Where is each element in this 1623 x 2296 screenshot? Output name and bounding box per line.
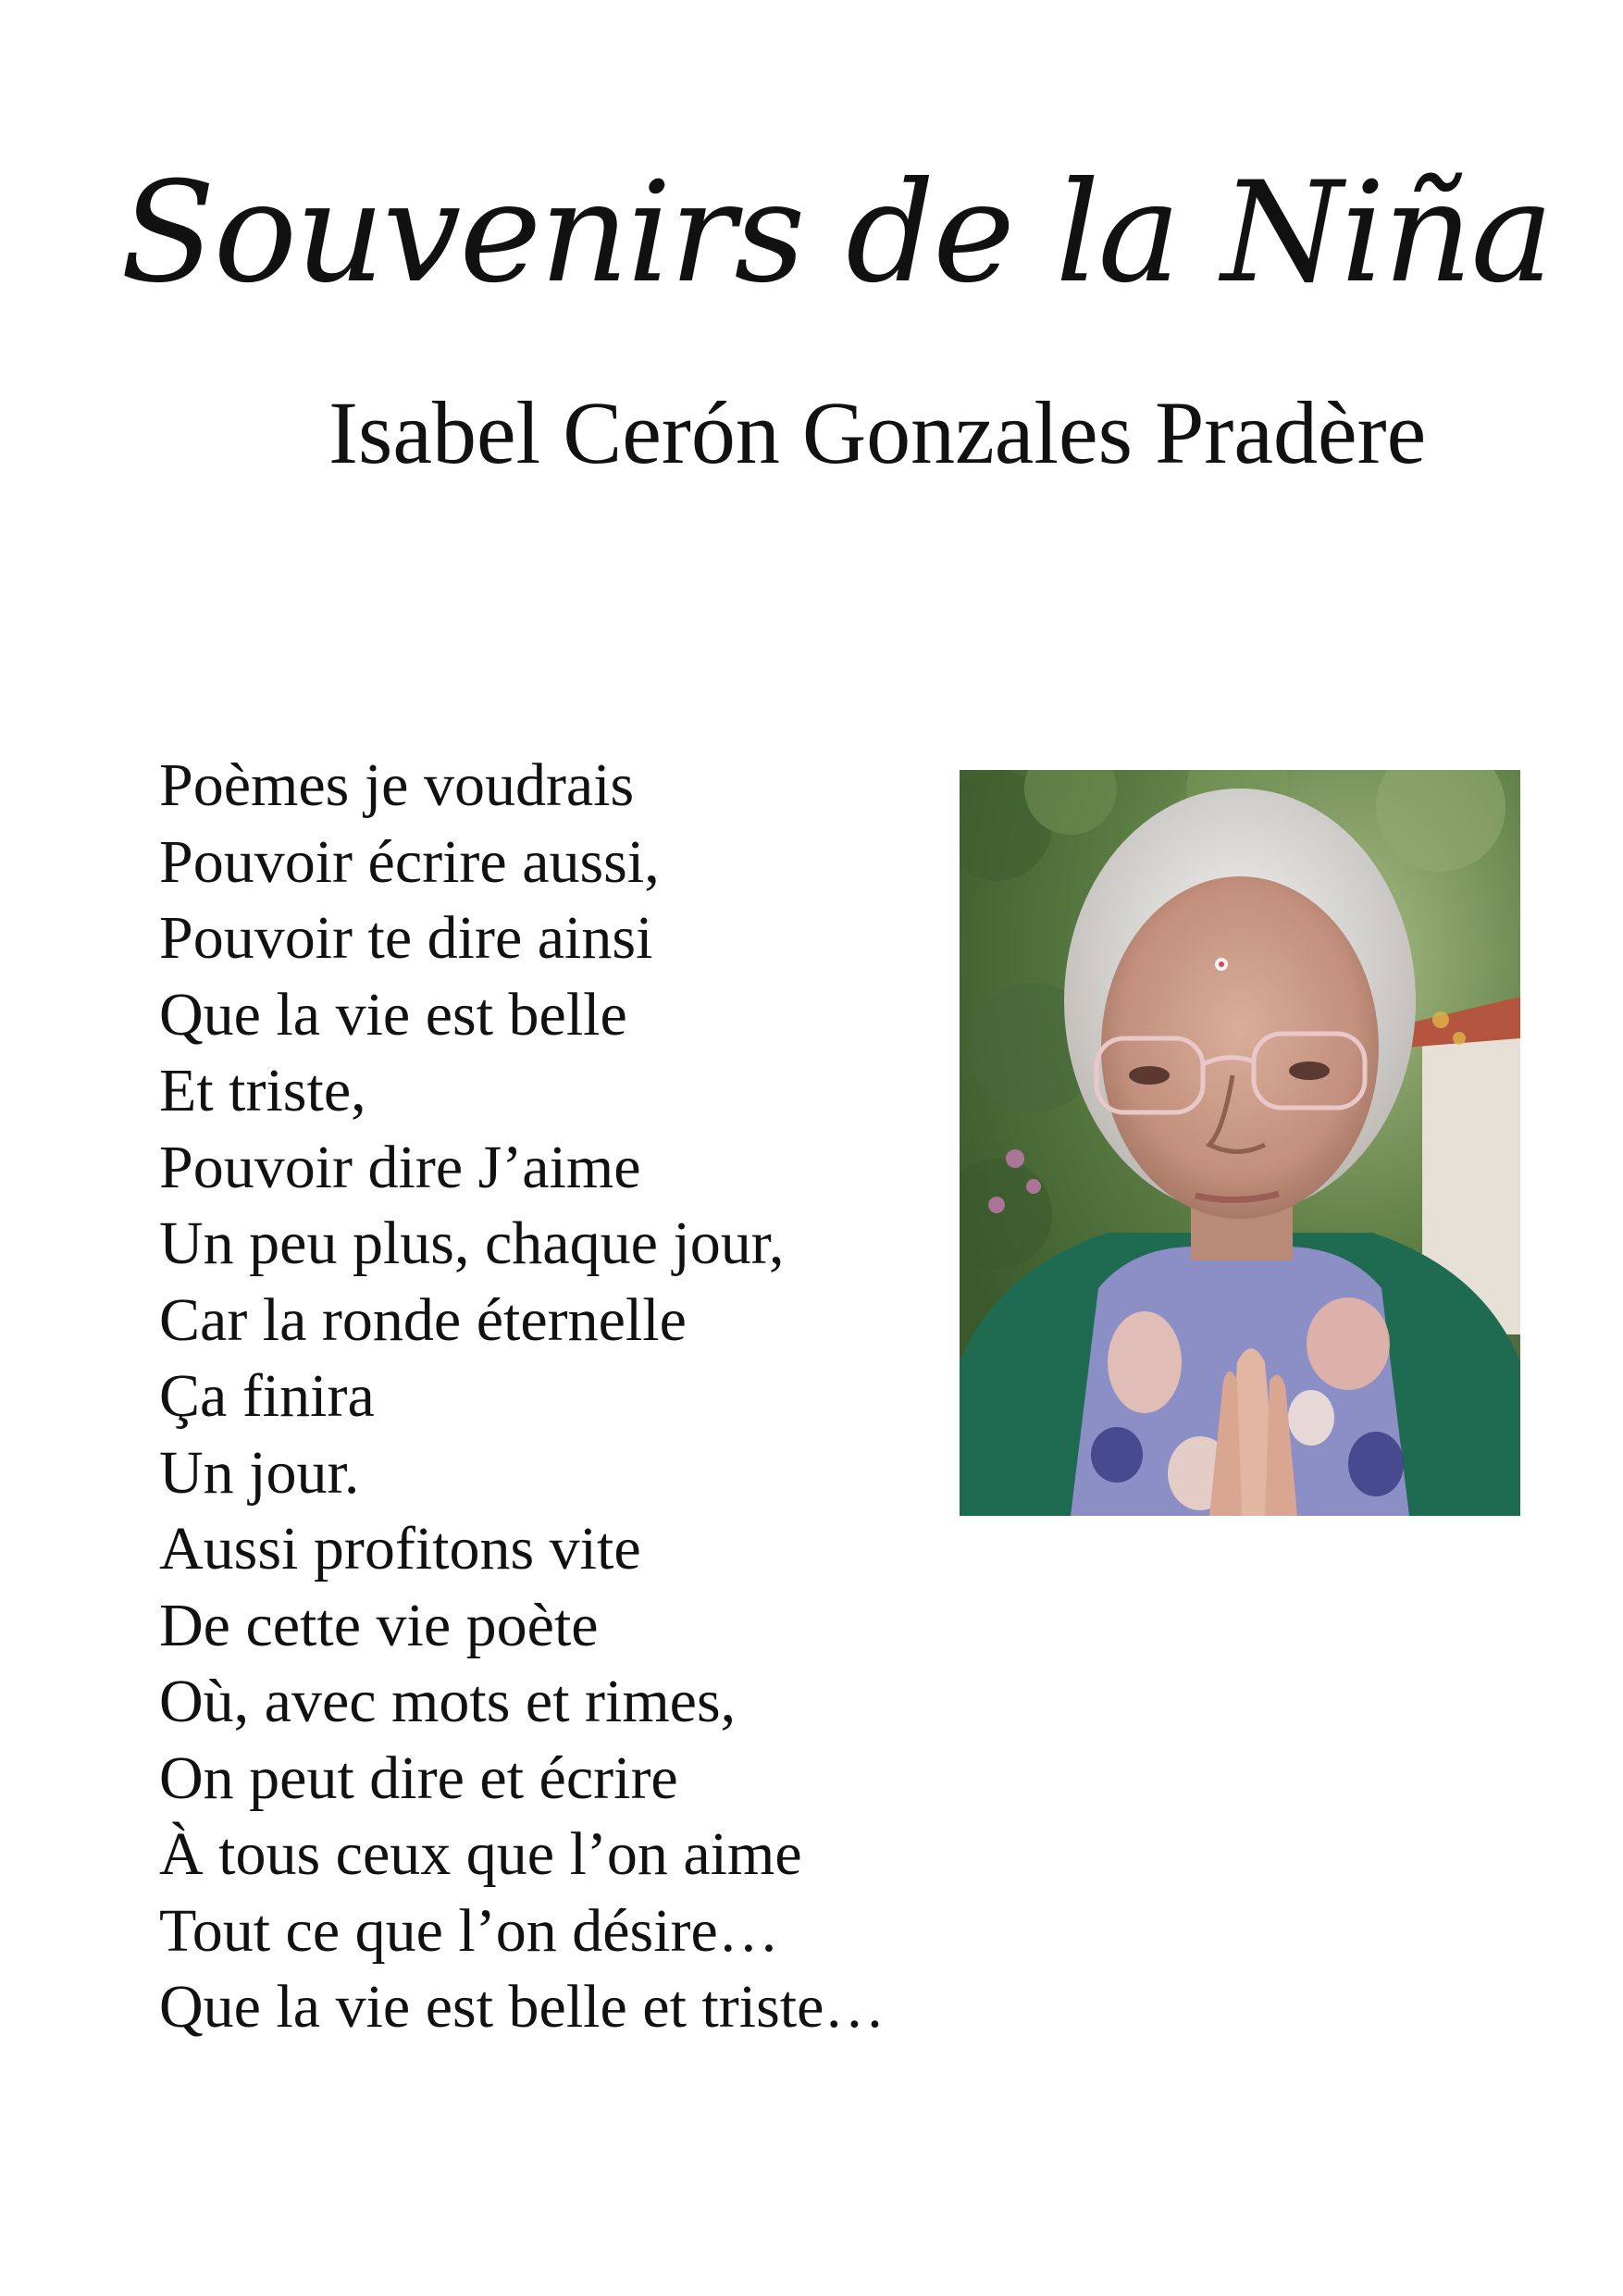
poem-line: On peut dire et écrire bbox=[159, 1744, 678, 1812]
poem-line: Un jour. bbox=[159, 1438, 360, 1507]
poem-line: Tout ce que l’on désire… bbox=[159, 1896, 779, 1965]
portrait-photo-icon bbox=[960, 770, 1520, 1516]
poem-line: Car la ronde éternelle bbox=[159, 1285, 687, 1354]
document-title: Souvenirs de la Niña bbox=[120, 153, 1552, 314]
poem-line: Que la vie est belle bbox=[159, 980, 627, 1049]
poem-line: Aussi profitons vite bbox=[159, 1515, 641, 1582]
author-name: Isabel Cerón Gonzales Pradère bbox=[328, 383, 1427, 482]
poem-line: Et triste, bbox=[159, 1057, 366, 1124]
poem-line: De cette vie poète bbox=[159, 1591, 599, 1659]
poem-line: Un peu plus, chaque jour, bbox=[159, 1210, 785, 1277]
poem-line: Où, avec mots et rimes, bbox=[159, 1668, 737, 1735]
poem-line: Ça finira bbox=[159, 1362, 375, 1430]
poem-line: Que la vie est belle et triste… bbox=[159, 1973, 886, 2041]
portrait-photo bbox=[960, 770, 1520, 1516]
poem bbox=[159, 748, 992, 2046]
poem-line: À tous ceux que l’on aime bbox=[159, 1820, 802, 1888]
poem-line: Poèmes je voudrais bbox=[159, 751, 635, 819]
poem-line: Pouvoir te dire ainsi bbox=[159, 904, 653, 972]
poem-line: Pouvoir écrire aussi, bbox=[159, 827, 660, 896]
poem-line: Pouvoir dire J’aime bbox=[159, 1133, 641, 1201]
